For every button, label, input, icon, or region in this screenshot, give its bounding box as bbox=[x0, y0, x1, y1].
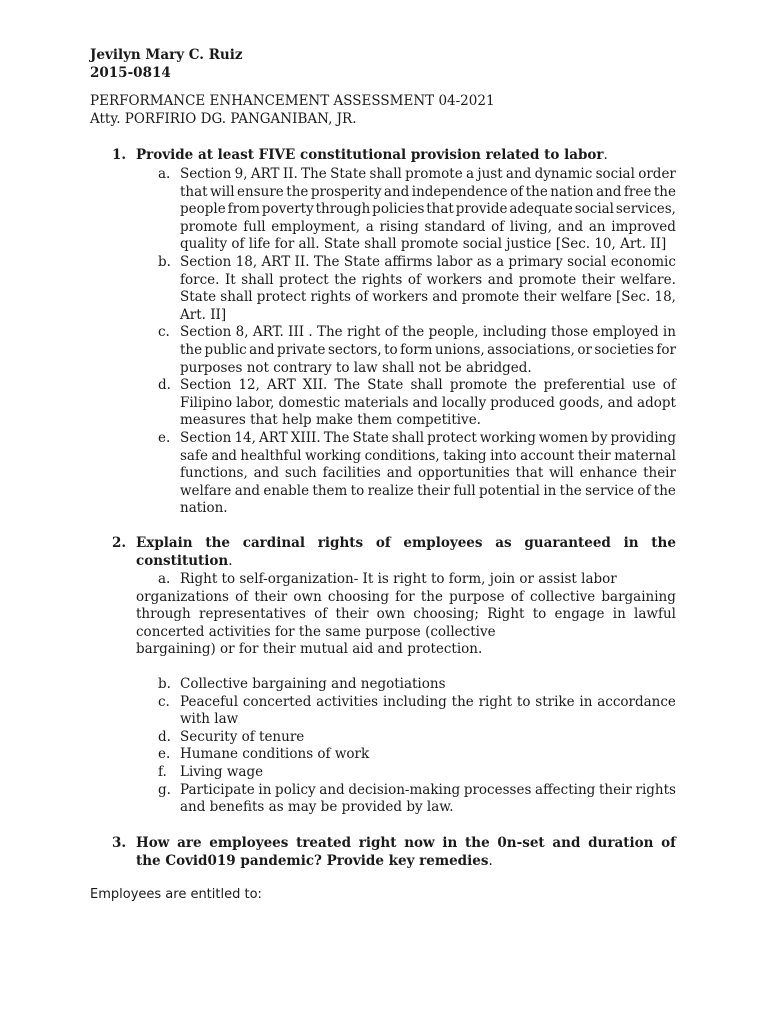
list-item-line: safe and healthful working conditions, taking into account their maternal bbox=[180, 447, 676, 464]
question-1 bbox=[136, 146, 608, 164]
question-3-line-1: How are employees treated right now in the 0n-set and duration of bbox=[136, 835, 676, 851]
list-item-marker: e. bbox=[158, 746, 171, 763]
list-item-line: State shall protect rights of workers and promote their welfare [Sec. 18, bbox=[180, 289, 676, 306]
list-item-line: organizations of their own choosing for the purpose of collective bargaining bbox=[136, 588, 676, 605]
question-2-line-1: Explain the cardinal rights of employees as guaranteed in the bbox=[136, 535, 676, 551]
instructor-name: Atty. PORFIRIO DG. PANGANIBAN, JR. bbox=[90, 111, 357, 127]
list-item-marker: a. bbox=[158, 571, 171, 587]
list-item-line: bargaining) or for their mutual aid and protection. bbox=[136, 641, 483, 658]
student-id: 2015-0814 bbox=[90, 65, 171, 81]
list-item-line: Filipino labor, domestic materials and locally produced goods, and adopt bbox=[180, 394, 676, 411]
list-item-line: purposes not contrary to law shall not be abridged. bbox=[180, 359, 532, 376]
list-item-line: Collective bargaining and negotiations bbox=[180, 676, 446, 692]
list-item-line: Art. II] bbox=[180, 306, 227, 323]
list-item-line: the public and private sectors, to form unions, associations, or societies for bbox=[180, 342, 676, 358]
list-item-line: people from poverty through policies that provide adequate social services, bbox=[180, 201, 676, 218]
list-item-line: welfare and enable them to realize their full potential in the service of the bbox=[180, 482, 676, 499]
list-item-marker: b. bbox=[158, 676, 171, 692]
list-item-marker: b. bbox=[158, 254, 171, 270]
list-item-line: with law bbox=[180, 711, 239, 728]
closing-text: Employees are entitled to: bbox=[90, 887, 262, 902]
list-item-line: Section 18, ART II. The State affirms labor as a primary social economic bbox=[180, 254, 676, 270]
list-item-line: promote full employment, a rising standard of living, and an improved bbox=[180, 218, 676, 235]
list-item-line: nation. bbox=[180, 500, 228, 517]
assessment-title: PERFORMANCE ENHANCEMENT ASSESSMENT 04-2021 bbox=[90, 93, 495, 109]
list-item-line: Section 12, ART XII. The State shall promote the preferential use of bbox=[180, 377, 676, 394]
list-item-line: Living wage bbox=[180, 764, 264, 780]
list-item-marker: g. bbox=[158, 781, 171, 798]
list-item-line: Peaceful concerted activities including the right to strike in accordance bbox=[180, 693, 676, 710]
list-item-line: quality of life for all. State shall promote social justice [Sec. 10, Art. II] bbox=[180, 236, 667, 253]
list-item-marker: f. bbox=[158, 764, 167, 780]
list-item-line: that will ensure the prosperity and independence of the nation and free the bbox=[180, 183, 676, 200]
list-item-line: concerted activities for the same purpose (collective bbox=[136, 623, 496, 640]
list-item-line: Humane conditions of work bbox=[180, 746, 370, 763]
author-name: Jevilyn Mary C. Ruiz bbox=[90, 47, 243, 63]
list-item-line: measures that help make them competitive. bbox=[180, 412, 481, 429]
list-item-marker: c. bbox=[158, 693, 170, 710]
question-1-period: . bbox=[603, 147, 608, 163]
list-item-line: Section 14, ART XIII. The State shall protect working women by providing bbox=[180, 430, 676, 446]
question-1-number: 1. bbox=[112, 147, 127, 163]
question-1-text: Provide at least FIVE constitutional provision related to labor bbox=[136, 147, 604, 163]
list-item-line: functions, and such facilities and opportunities that will enhance their bbox=[180, 465, 676, 482]
list-item-line: Section 8, ART. III . The right of the people, including those employed in bbox=[180, 324, 676, 341]
list-item-line: Section 9, ART II. The State shall promote a just and dynamic social order bbox=[180, 166, 676, 182]
list-item-marker: a. bbox=[158, 166, 171, 182]
list-item-marker: d. bbox=[158, 377, 171, 394]
list-item-line: force. It shall protect the rights of workers and promote their welfare. bbox=[180, 271, 676, 288]
question-3-number: 3. bbox=[112, 835, 127, 851]
list-item-marker: e. bbox=[158, 430, 171, 446]
question-2-number: 2. bbox=[112, 535, 127, 551]
list-item-line: and benefits as may be provided by law. bbox=[180, 799, 454, 816]
list-item-marker: c. bbox=[158, 324, 170, 341]
list-item-line: Security of tenure bbox=[180, 728, 305, 745]
list-item-line: Participate in policy and decision-making processes affecting their rights bbox=[180, 781, 676, 798]
list-item-line: Right to self-organization- It is right to form, join or assist labor bbox=[180, 571, 617, 587]
list-item-line: through representatives of their own choosing; Right to engage in lawful bbox=[136, 606, 676, 623]
question-3-line-2: the Covid019 pandemic? Provide key remedies. bbox=[136, 853, 493, 869]
list-item-marker: d. bbox=[158, 728, 171, 745]
question-2-line-2: constitution. bbox=[136, 553, 233, 569]
